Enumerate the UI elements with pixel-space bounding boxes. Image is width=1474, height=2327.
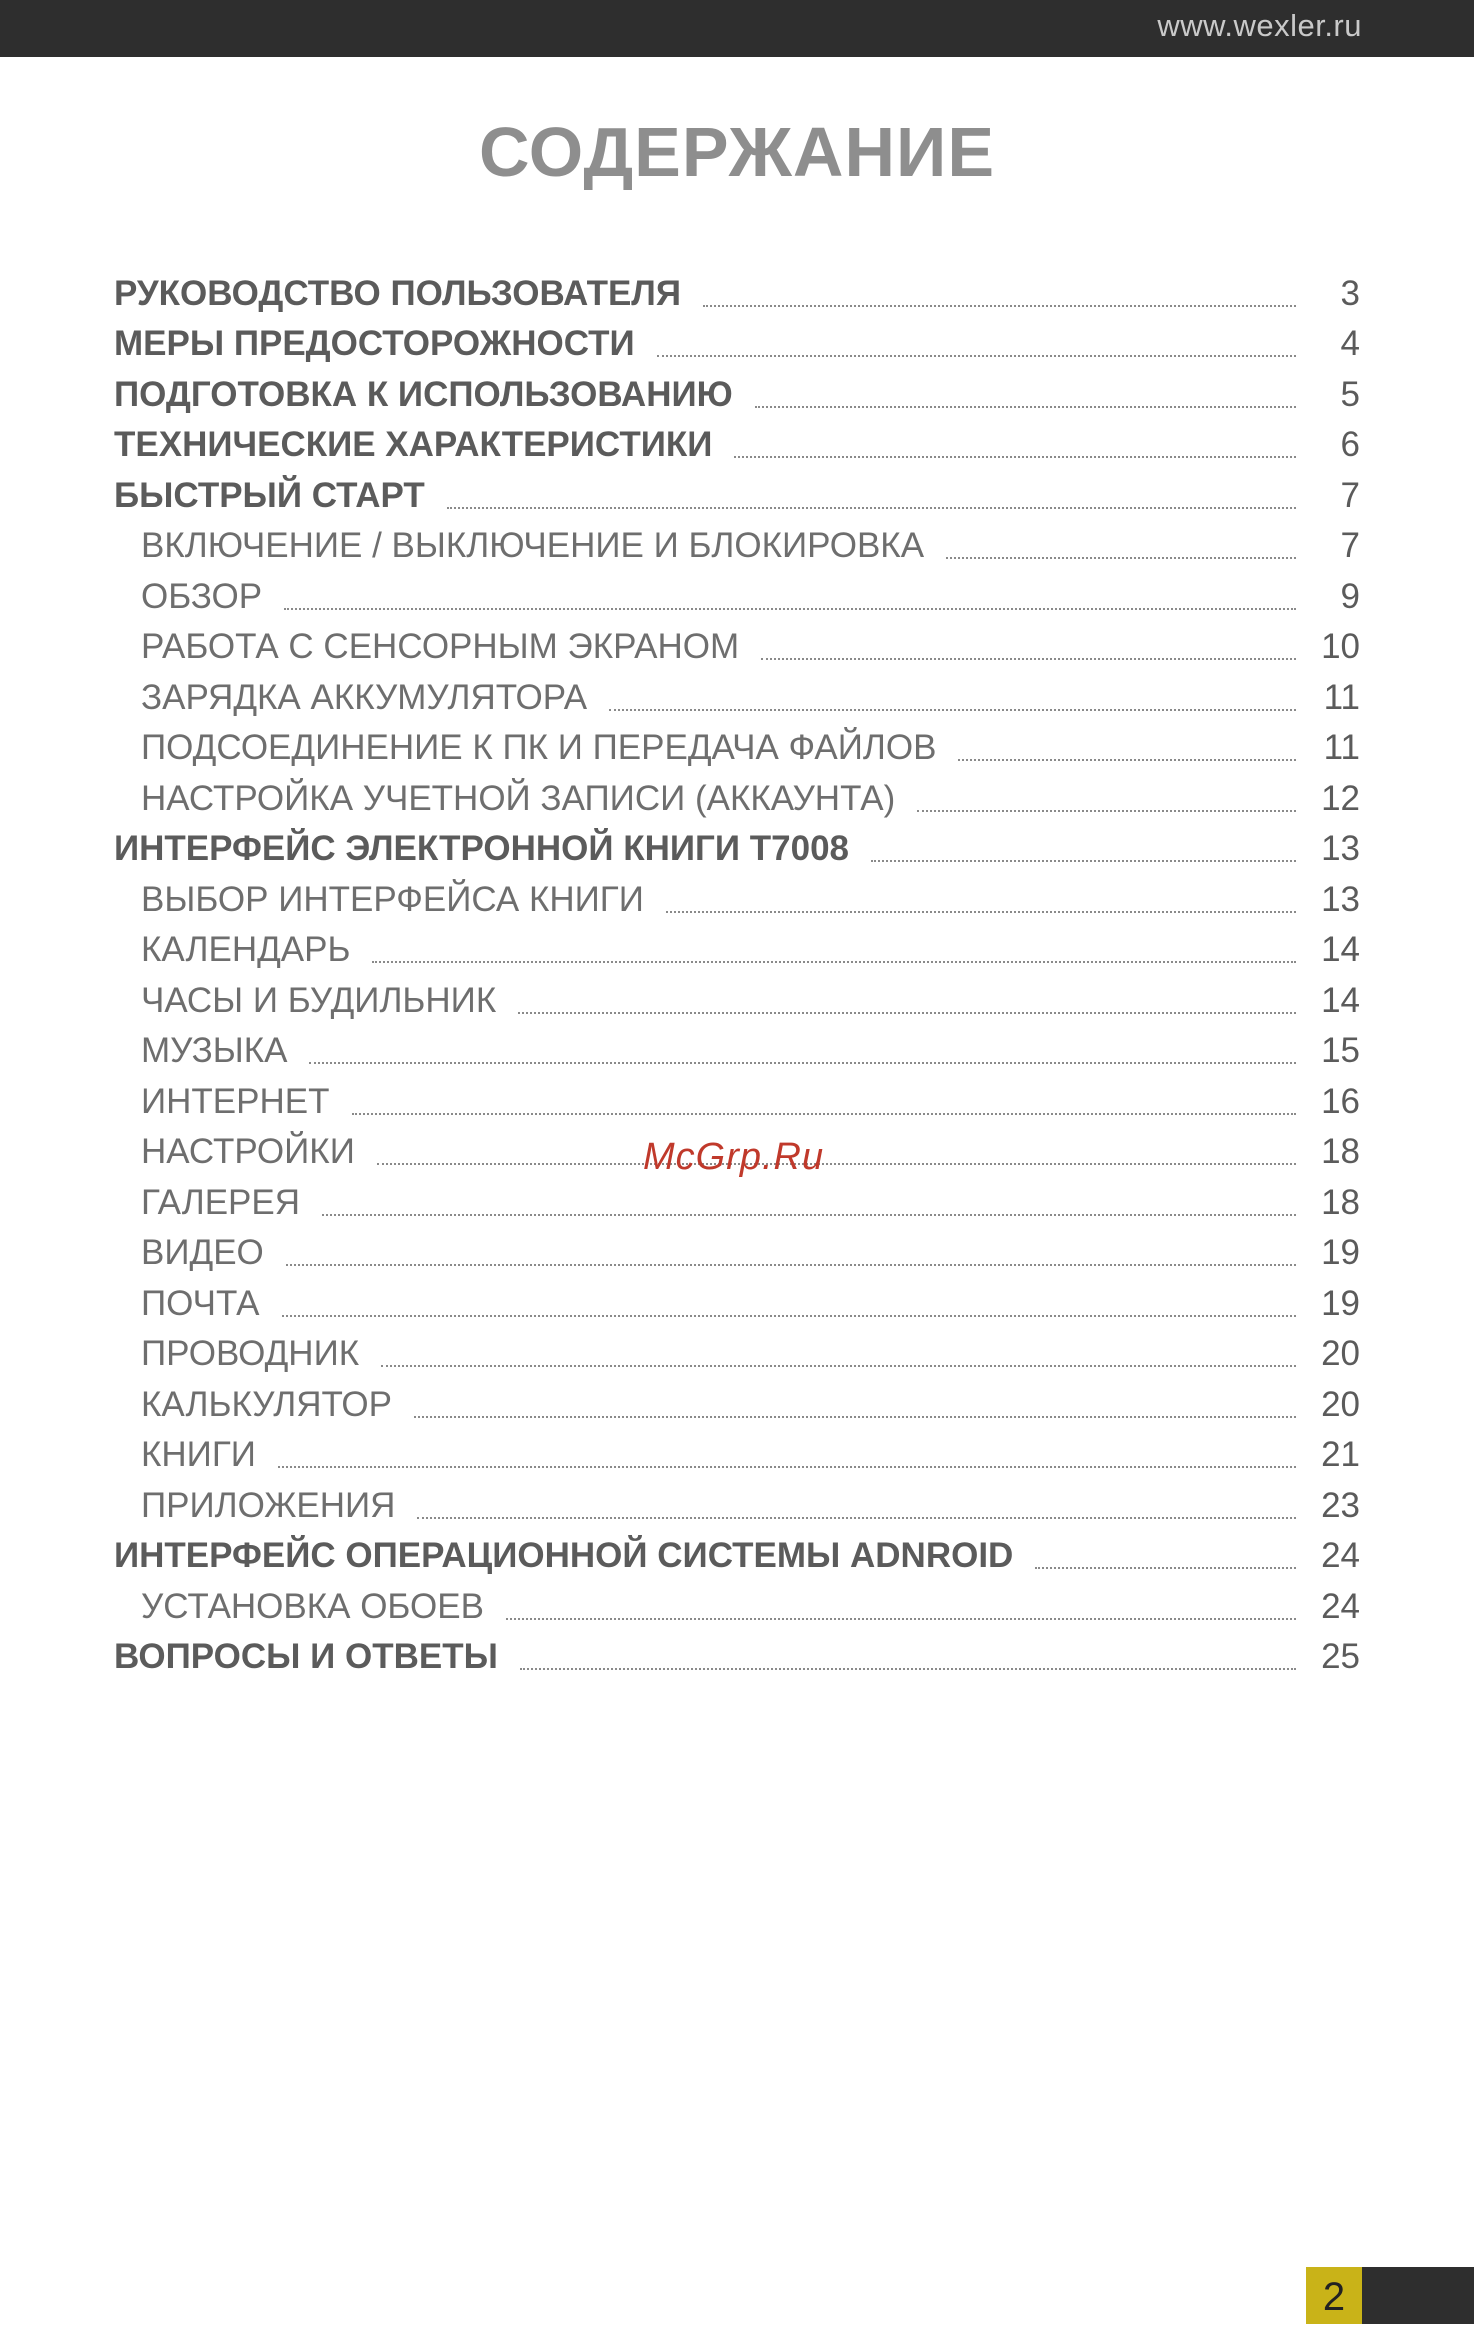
page-number-badge: 2 <box>1306 2267 1362 2324</box>
toc-entry-page: 10 <box>1321 627 1360 666</box>
toc-dot-leader <box>1035 1567 1296 1569</box>
toc-entry-label: ЧАСЫ И БУДИЛЬНИК <box>141 980 497 1020</box>
toc-entry-page: 12 <box>1321 778 1360 818</box>
toc-entry-page: 19 <box>1321 1233 1360 1272</box>
toc-entry-page: 24 <box>1321 1536 1360 1575</box>
toc-entry-label: ВКЛЮЧЕНИЕ / ВЫКЛЮЧЕНИЕ И БЛОКИРОВКА <box>141 526 925 565</box>
toc-entry-label: ГАЛЕРЕЯ <box>141 1182 301 1222</box>
toc-entry[interactable] <box>114 417 1360 468</box>
toc-entry[interactable] <box>114 518 1360 569</box>
toc-entry-page: 21 <box>1321 1435 1360 1474</box>
toc-dot-leader <box>657 355 1296 357</box>
toc-entry-label: НАСТРОЙКИ <box>141 1132 355 1171</box>
toc-entry-page: 4 <box>1340 324 1360 363</box>
toc-dot-leader <box>352 1113 1296 1115</box>
toc-dot-leader <box>520 1668 1296 1670</box>
toc-entry-label: РУКОВОДСТВО ПОЛЬЗОВАТЕЛЯ <box>114 273 682 313</box>
toc-entry[interactable] <box>114 821 1360 872</box>
toc-dot-leader <box>917 810 1296 812</box>
site-url[interactable]: www.wexler.ru <box>1157 8 1362 43</box>
toc-entry-label: КАЛЕНДАРЬ <box>141 930 351 969</box>
toc-entry-label: ИНТЕРНЕТ <box>141 1081 330 1121</box>
toc-entry-label: ЗАРЯДКА АККУМУЛЯТОРА <box>141 677 588 717</box>
toc-entry-page: 13 <box>1321 879 1360 919</box>
toc-entry-label: МУЗЫКА <box>141 1031 288 1070</box>
toc-entry[interactable] <box>114 1578 1360 1629</box>
toc-entry[interactable] <box>114 265 1360 316</box>
toc-entry[interactable] <box>114 467 1360 518</box>
toc-entry[interactable] <box>114 1376 1360 1427</box>
toc-entry-label: КНИГИ <box>141 1435 256 1474</box>
toc-entry-page: 14 <box>1321 930 1360 969</box>
toc-dot-leader <box>761 658 1296 660</box>
toc-entry-label: ИНТЕРФЕЙС ЭЛЕКТРОННОЙ КНИГИ T7008 <box>114 829 850 868</box>
toc-entry-label: РАБОТА С СЕНСОРНЫМ ЭКРАНОМ <box>141 627 740 666</box>
toc-dot-leader <box>381 1365 1296 1367</box>
table-of-contents <box>114 265 1360 1679</box>
toc-entry-page: 11 <box>1323 728 1360 767</box>
toc-entry-label: КАЛЬКУЛЯТОР <box>141 1384 392 1424</box>
toc-entry-label: ВЫБОР ИНТЕРФЕЙСА КНИГИ <box>141 879 644 919</box>
toc-entry-page: 6 <box>1340 425 1360 464</box>
toc-entry[interactable] <box>114 1174 1360 1225</box>
toc-entry-page: 3 <box>1340 273 1360 313</box>
toc-entry-label: ПОЧТА <box>141 1283 260 1323</box>
toc-dot-leader <box>871 860 1296 862</box>
toc-entry[interactable] <box>114 669 1360 720</box>
toc-entry-page: 15 <box>1321 1031 1360 1070</box>
toc-dot-leader <box>734 456 1296 458</box>
toc-dot-leader <box>447 507 1296 509</box>
toc-dot-leader <box>609 709 1296 711</box>
toc-dot-leader <box>284 608 1296 610</box>
toc-entry-page: 16 <box>1321 1081 1360 1121</box>
toc-entry[interactable] <box>114 770 1360 821</box>
toc-entry-label: БЫСТРЫЙ СТАРТ <box>114 475 425 515</box>
toc-dot-leader <box>309 1062 1296 1064</box>
toc-dot-leader <box>755 406 1296 408</box>
toc-entry[interactable] <box>114 1477 1360 1528</box>
toc-dot-leader <box>377 1163 1296 1165</box>
toc-entry[interactable] <box>114 1528 1360 1579</box>
toc-entry-label: ПРОВОДНИК <box>141 1334 360 1373</box>
footer-bar <box>1362 2267 1474 2324</box>
toc-entry-page: 20 <box>1321 1334 1360 1373</box>
toc-entry[interactable] <box>114 720 1360 771</box>
toc-entry-label: ВИДЕО <box>141 1233 264 1272</box>
toc-entry-page: 25 <box>1321 1637 1360 1676</box>
toc-dot-leader <box>946 557 1296 559</box>
toc-entry-label: ИНТЕРФЕЙС ОПЕРАЦИОННОЙ СИСТЕМЫ ADNROID <box>114 1536 1014 1575</box>
toc-entry-page: 14 <box>1321 980 1360 1020</box>
watermark: McGrp.Ru <box>643 1136 825 1178</box>
toc-entry[interactable] <box>114 1225 1360 1276</box>
toc-entry[interactable] <box>114 871 1360 922</box>
toc-entry-label: МЕРЫ ПРЕДОСТОРОЖНОСТИ <box>114 324 635 363</box>
toc-entry-page: 18 <box>1321 1132 1360 1171</box>
toc-entry-page: 23 <box>1321 1485 1360 1525</box>
toc-entry[interactable] <box>114 366 1360 417</box>
toc-entry-label: ОБЗОР <box>141 576 263 616</box>
toc-entry[interactable] <box>114 1073 1360 1124</box>
toc-dot-leader <box>518 1012 1296 1014</box>
header-bar <box>0 0 1474 57</box>
toc-dot-leader <box>703 305 1296 307</box>
toc-dot-leader <box>286 1264 1296 1266</box>
toc-entry-page: 13 <box>1321 829 1360 868</box>
page-title: СОДЕРЖАНИЕ <box>478 113 996 191</box>
toc-entry-page: 18 <box>1321 1182 1360 1222</box>
toc-dot-leader <box>282 1315 1296 1317</box>
toc-dot-leader <box>666 911 1296 913</box>
toc-dot-leader <box>506 1618 1296 1620</box>
toc-entry-page: 20 <box>1321 1384 1360 1424</box>
toc-entry-page: 9 <box>1340 576 1360 616</box>
toc-entry-page: 7 <box>1340 526 1360 565</box>
toc-entry-label: ПОДСОЕДИНЕНИЕ К ПК И ПЕРЕДАЧА ФАЙЛОВ <box>141 728 937 767</box>
toc-entry-label: УСТАНОВКА ОБОЕВ <box>141 1586 484 1626</box>
toc-entry[interactable] <box>114 922 1360 973</box>
toc-dot-leader <box>372 961 1296 963</box>
toc-entry[interactable] <box>114 1629 1360 1680</box>
toc-dot-leader <box>958 759 1296 761</box>
toc-entry-label: ТЕХНИЧЕСКИЕ ХАРАКТЕРИСТИКИ <box>114 425 713 464</box>
toc-entry-page: 24 <box>1321 1586 1360 1626</box>
toc-entry[interactable] <box>114 619 1360 670</box>
toc-entry[interactable] <box>114 1427 1360 1478</box>
toc-dot-leader <box>322 1214 1296 1216</box>
toc-dot-leader <box>414 1416 1296 1418</box>
toc-entry-page: 11 <box>1323 677 1360 717</box>
toc-entry[interactable] <box>114 316 1360 367</box>
toc-entry-label: ВОПРОСЫ И ОТВЕТЫ <box>114 1637 498 1676</box>
toc-entry[interactable] <box>114 1326 1360 1377</box>
toc-entry[interactable] <box>114 1275 1360 1326</box>
toc-entry[interactable] <box>114 568 1360 619</box>
toc-entry-page: 19 <box>1321 1283 1360 1323</box>
toc-dot-leader <box>417 1517 1296 1519</box>
toc-entry-label: ПРИЛОЖЕНИЯ <box>141 1485 396 1525</box>
toc-entry[interactable] <box>114 1023 1360 1074</box>
toc-dot-leader <box>278 1466 1296 1468</box>
toc-entry[interactable] <box>114 972 1360 1023</box>
toc-entry-label: НАСТРОЙКА УЧЕТНОЙ ЗАПИСИ (АККАУНТА) <box>141 778 896 818</box>
toc-entry-label: ПОДГОТОВКА К ИСПОЛЬЗОВАНИЮ <box>114 374 733 414</box>
toc-entry-page: 7 <box>1340 475 1360 515</box>
toc-entry-page: 5 <box>1340 374 1360 414</box>
